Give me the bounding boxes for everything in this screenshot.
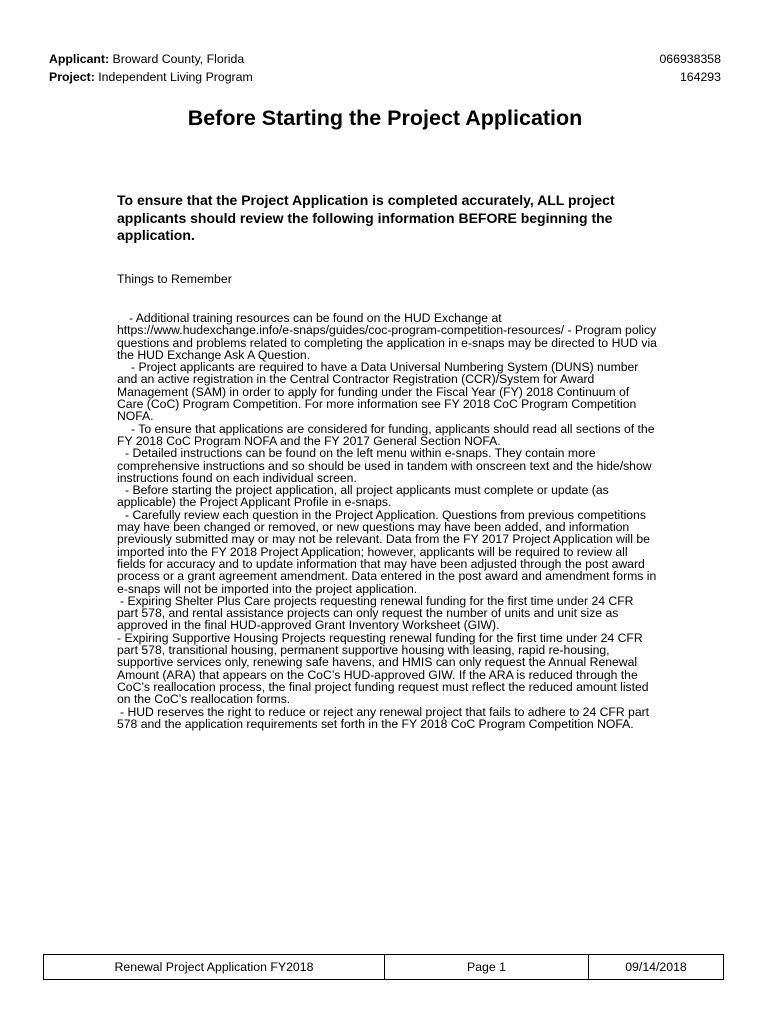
applicant-id-number: 066938358	[659, 52, 721, 66]
footer-date: 09/14/2018	[625, 960, 687, 974]
things-heading: Things to Remember	[117, 272, 232, 286]
reminder-paragraph: - Detailed instructions can be found on the left menu within e-snaps. They contain more comprehensive instructions and so should be used in tandem with onscreen text and the hide/show instructions found on each individual screen.	[117, 446, 652, 485]
footer-page-number: Page 1	[385, 955, 589, 979]
reminder-paragraph: - Additional training resources can be found on the HUD Exchange at https://www.hudexchange.info/e-snaps/guides/coc-program-competition-resources/ - Program policy questions and problems related to completing the application in e-snaps may be directed to HUD via the HUD Exchange Ask A Question.	[117, 311, 657, 362]
reminder-paragraph: - Project applicants are required to have a Data Universal Numbering System (DUNS) number and an active registration in the Central Contractor Registration (CCR)/System for Award Management (SAM) in order to apply for funding under the Fiscal Year (FY) 2018 Continuum of Care (CoC) Program Competition. For more information see FY 2018 CoC Program Competition NOFA.	[117, 360, 639, 424]
project-number: 164293	[679, 70, 721, 84]
applicant-line	[49, 52, 244, 66]
project-value: Independent Living Program	[98, 70, 253, 84]
page-footer	[43, 954, 724, 980]
reminders-list	[117, 312, 657, 730]
reminder-paragraph: - Before starting the project application, all project applicants must complete or update (as applicable) the Project Applicant Profile in e-snaps.	[117, 483, 609, 510]
reminder-paragraph: - Carefully review each question in the Project Application. Questions from previous competitions may have been changed or removed, or new questions may have been added, and information previously submitted may or may not be relevant. Data from the FY 2017 Project Application will be imported into the FY 2018 Project Application; however, applicants will be required to review all fields for accuracy and to update information that may have been adjusted through the post award process or a grant agreement amendment. Data entered in the post award and amendment forms in e-snaps will not be imported into the project application.	[117, 507, 657, 596]
reminder-paragraph: - To ensure that applications are considered for funding, applicants should read all sections of the FY 2018 CoC Program NOFA and the FY 2017 General Section NOFA.	[117, 421, 655, 448]
applicant-label: Applicant:	[49, 52, 110, 66]
reminder-paragraph: - HUD reserves the right to reduce or reject any renewal project that fails to adhere to 24 CFR part 578 and the application requirements set forth in the FY 2018 CoC Program Competition NOFA.	[117, 704, 650, 731]
footer-doc-name: Renewal Project Application FY2018	[44, 955, 385, 979]
page-title: Before Starting the Project Application	[187, 106, 583, 130]
project-label: Project:	[49, 70, 95, 84]
reminder-paragraph: - Expiring Supportive Housing Projects requesting renewal funding for the first time under 24 CFR part 578, transitional housing, permanent supportive housing with leasing, rapid re-housing, supportive services only, renewing safe havens, and HMIS can only request the Annual Renewal Amount (ARA) that appears on the CoC’s HUD-approved GIW. If the ARA is reduced through the CoC’s reallocation process, the final project funding request must reflect the reduced amount listed on the CoC’s reallocation forms.	[117, 630, 649, 707]
reminder-paragraph: - Expiring Shelter Plus Care projects requesting renewal funding for the first time under 24 CFR part 578, and rental assistance projects can only request the number of units and unit size as approved in the final HUD-approved Grant Inventory Worksheet (GIW).	[117, 593, 634, 633]
intro-text: To ensure that the Project Application is completed accurately, ALL project applicants should review the following information BEFORE beginning the application.	[117, 192, 615, 243]
project-line	[49, 70, 253, 84]
applicant-value: Broward County, Florida	[112, 52, 245, 66]
